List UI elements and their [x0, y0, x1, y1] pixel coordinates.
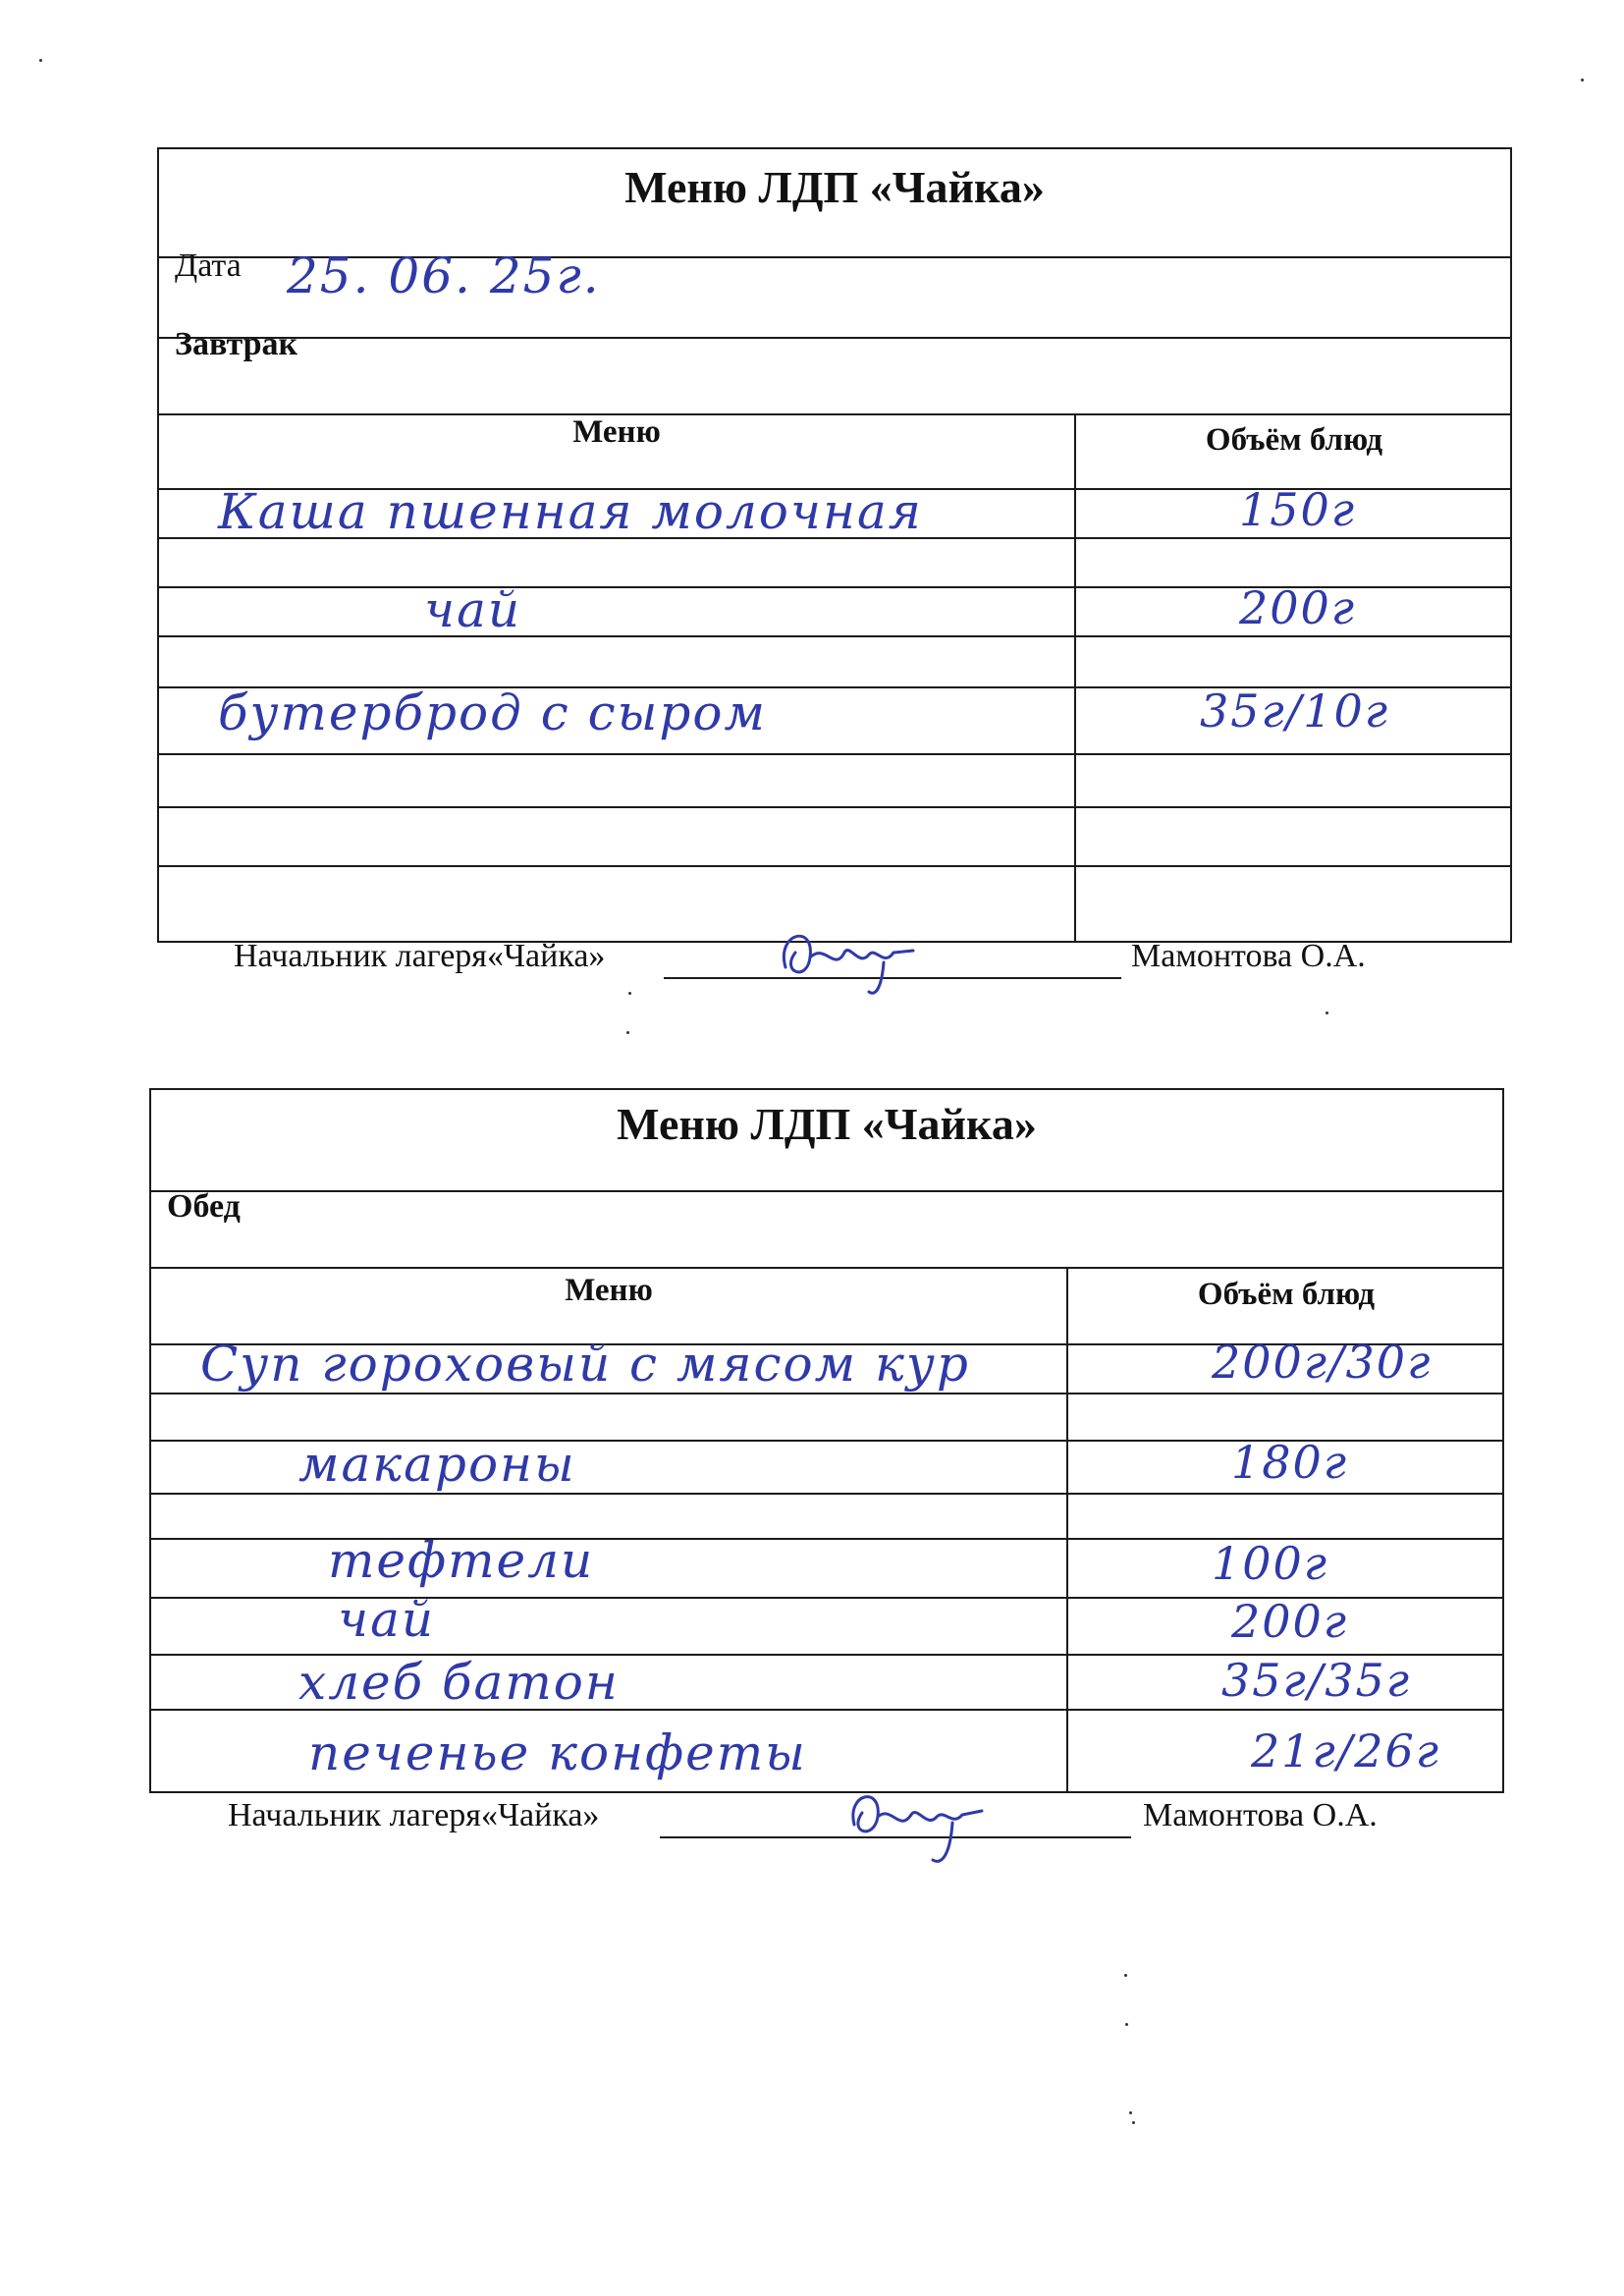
- lunch-footer-name: Мамонтова О.А.: [1143, 1797, 1378, 1833]
- lunch-dish-3: тефтели: [328, 1532, 595, 1589]
- breakfast-col-volume: Объём блюд: [1205, 422, 1383, 458]
- lunch-dish-1: Суп гороховый с мясом кур: [200, 1336, 970, 1393]
- scan-speck: [1124, 1974, 1127, 1977]
- lunch-table-title: Меню ЛДП «Чайка»: [617, 1099, 1037, 1149]
- lunch-dish-5: хлеб батон: [298, 1654, 620, 1711]
- scan-speck: [39, 59, 42, 62]
- breakfast-meal-label: Завтрак: [175, 326, 298, 362]
- breakfast-col-menu: Меню: [572, 414, 661, 450]
- scan-speck: [1132, 2121, 1135, 2124]
- breakfast-volume-1: 150г: [1239, 483, 1357, 536]
- breakfast-signature-icon: [766, 913, 933, 1002]
- scan-speck: [626, 1031, 629, 1034]
- scan-speck: [628, 992, 631, 995]
- lunch-signature-icon: [835, 1776, 1001, 1874]
- breakfast-footer-name: Мамонтова О.А.: [1131, 938, 1366, 974]
- scan-speck: [1125, 2023, 1128, 2026]
- breakfast-footer-position: Начальник лагеря«Чайка»: [234, 938, 606, 974]
- lunch-volume-5: 35г/35г: [1221, 1654, 1412, 1707]
- breakfast-volume-2: 200г: [1239, 581, 1357, 634]
- lunch-footer-position: Начальник лагеря«Чайка»: [228, 1797, 600, 1833]
- breakfast-dish-3: бутерброд с сыром: [218, 684, 767, 741]
- scan-speck: [1326, 1011, 1328, 1014]
- breakfast-dish-2: чай: [424, 581, 522, 638]
- scan-speck: [1581, 79, 1584, 82]
- lunch-volume-3: 100г: [1212, 1537, 1329, 1590]
- lunch-menu-table: [149, 1088, 1504, 1793]
- lunch-col-menu: Меню: [565, 1273, 653, 1308]
- date-label: Дата: [175, 247, 242, 284]
- breakfast-table-title: Меню ЛДП «Чайка»: [624, 162, 1045, 212]
- breakfast-menu-table: [157, 147, 1512, 943]
- lunch-dish-4: чай: [338, 1591, 436, 1648]
- lunch-col-volume: Объём блюд: [1197, 1277, 1376, 1312]
- date-value: 25. 06. 25г.: [287, 247, 601, 304]
- breakfast-volume-3: 35г/10г: [1200, 684, 1390, 738]
- lunch-volume-2: 180г: [1231, 1436, 1349, 1489]
- lunch-volume-4: 200г: [1231, 1595, 1349, 1648]
- lunch-volume-6: 21г/26г: [1251, 1724, 1441, 1777]
- scan-speck: [1129, 2111, 1132, 2114]
- lunch-meal-label: Обед: [167, 1188, 241, 1225]
- lunch-dish-2: макароны: [298, 1436, 576, 1493]
- breakfast-dish-1: Каша пшенная молочная: [218, 483, 923, 540]
- lunch-dish-6: печенье конфеты: [308, 1724, 807, 1781]
- lunch-volume-1: 200г/30г: [1212, 1336, 1433, 1389]
